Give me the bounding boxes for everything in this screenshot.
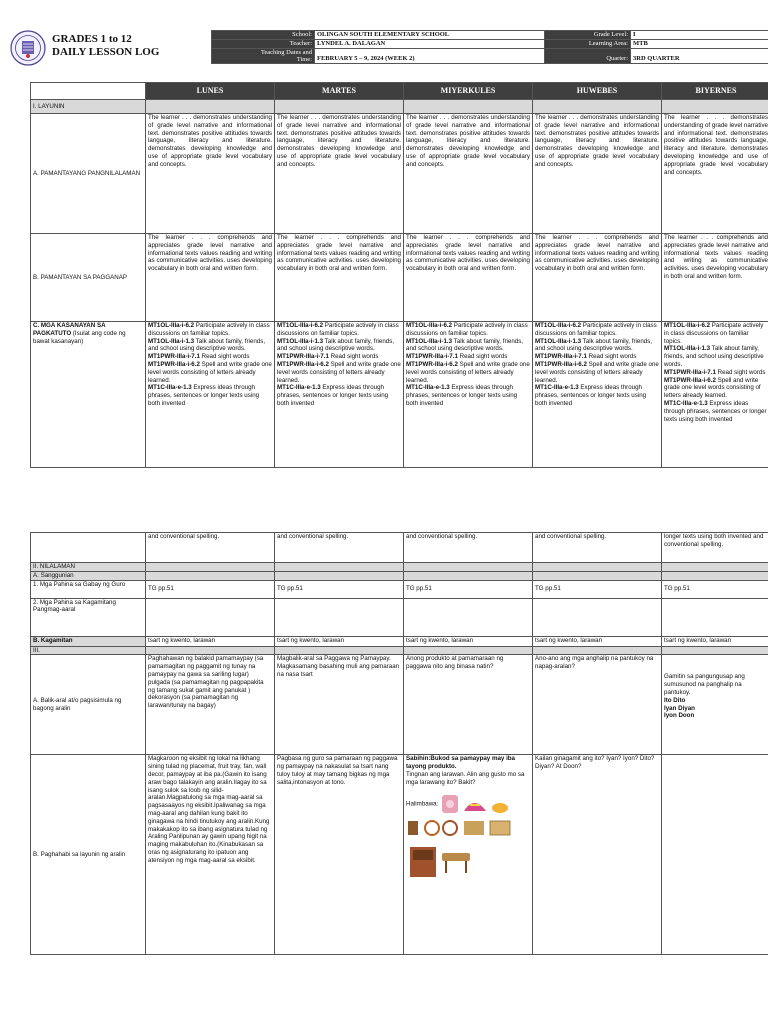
nilalaman-row (31, 563, 768, 572)
balik-mon: Paghahawan ng balakid pamamaypay (sa pamamagitan ng paggamit ng tunay na pamaypay na gawa sa sariling lugar) pulgada (sa pamamagitan ng pagpapakita ng tamang sukat gamit ang panukat ) dekorasyon (sa pamamagitan ng larawan/tunay na bagay) (146, 655, 275, 755)
c-cont-mon: and conventional spelling. (146, 533, 275, 563)
competency-code: MT1OL-IIIa-i-6.2 (535, 322, 582, 329)
balik-wed: Anong produkto at pamamaraan ng paggawa nito ang binasa natin? (404, 655, 533, 755)
competency-code: MT1OL-IIIa-i-1.3 (406, 337, 453, 345)
b-text-mon: The learner . . . comprehends and appreciates grade level narrative and informational texts values reading and writing as communicative activities. uses developing vocabulary in both oral and written form. (146, 234, 275, 322)
competency-item (406, 322, 530, 338)
b-text-thu: The learner . . . comprehends and appreciates grade level narrative and informational texts values reading and writing as communicative activities. uses developing vocabulary in both oral and written form. (533, 234, 662, 322)
a-text-tue: The learner . . . demonstrates understanding of grade level narrative and informational text. demonstrates positive attitudes towards language, literacy and literature. demonstrates developing knowledge and use of appropriate grade level vocabulary and concepts. (275, 114, 404, 234)
grade-value: I (631, 31, 768, 40)
tg-fri: TG pp.51 (662, 580, 768, 598)
kagamitan-thu: tsart ng kwento, larawan (533, 636, 662, 646)
gabay-label: 1. Mga Pahina sa Gabay ng Guro (31, 580, 146, 598)
paghahabi-label: B. Paghahabi sa layunin ng aralin (31, 755, 146, 955)
a-text-mon: The learner . . . demonstrates understanding of grade level narrative and informational text. demonstrates positive attitudes towards language, literacy and literature. demonstrates developing knowledge and use of appropriate grade level vocabulary and concepts. (146, 114, 275, 234)
competency-code: MT1OL-IIIa-i-1.3 (535, 337, 582, 345)
competency-code: MT1OL-IIIa-i-1.3 (277, 337, 324, 345)
balik-label: A. Balik-aral at/o pagsisimula ng bagong aralin (31, 655, 146, 755)
competency-code: MT1PWR-IIIa-i-7.1 (406, 353, 458, 361)
paghahabi-thu: Kailan ginagamit ang ito? Iyan? Iyon? Dito? Diyan? At Doon? (533, 755, 662, 955)
competency-code: MT1OL-IIIa-i-1.3 (148, 337, 195, 345)
dates-label (212, 49, 315, 64)
competency-item (664, 345, 768, 368)
continuation-row (31, 533, 768, 563)
deped-seal-logo (10, 30, 46, 66)
competency-text: Read sight words (457, 353, 508, 361)
document-title (52, 33, 159, 59)
school-label: School: (212, 31, 315, 40)
competency-code: MT1PWR-IIIa-i-6.2 (277, 360, 329, 368)
competency-text: Express ideas through phrases, sentences or longer texts using both invented (664, 399, 767, 423)
a-text-fri: The learner . . . demonstrates understanding of grade level narrative and informational text. demonstrates positive attitudes towards language, literacy and literature. demonstrates developing knowledge and use of appropriate grade level vocabulary and concepts. (662, 114, 768, 234)
competency-item (148, 338, 272, 354)
layunin-label: I. LAYUNIN (31, 100, 146, 114)
area-value: MTB (631, 40, 768, 49)
kasanayan-label (31, 322, 146, 468)
kasanayan-row (31, 322, 768, 468)
kagamitang-label: 2. Mga Pahina sa Kagamitang Pangmag-aaral (31, 598, 146, 636)
kasanayan-label-bold: C. MGA KASANAYAN SA PAGKATUTO (33, 322, 106, 337)
competency-text: Spell and write grade one level words consisting of letters already learned. (148, 360, 272, 384)
competency-code: MT1PWR-IIIa-i-6.2 (535, 360, 587, 368)
c-cont-fri: longer texts using both invented and conventional spelling. (662, 533, 768, 563)
competency-item (535, 361, 659, 384)
competency-item (664, 322, 768, 345)
competency-code: MT1PWR-IIIa-i-7.1 (277, 353, 329, 361)
paghahabi-wed (404, 755, 533, 955)
competencies-thu (533, 322, 662, 468)
pamantayang-row (31, 114, 768, 234)
competencies-wed (404, 322, 533, 468)
competency-code: MT1OL-IIIa-i-6.2 (406, 322, 453, 329)
quarter-value: 3RD QUARTER (631, 49, 768, 64)
title-line-2: DAILY LESSON LOG (52, 46, 160, 58)
competency-item (664, 377, 768, 400)
competency-item (148, 353, 272, 361)
competency-code: MT1PWR-IIIa-i-7.1 (664, 368, 716, 376)
competency-item (148, 361, 272, 384)
sanggunian-row (31, 571, 768, 580)
day-friday: BIYERNES (662, 83, 768, 100)
competency-item (277, 353, 401, 361)
competency-text: Read sight words (586, 353, 637, 361)
balik-row (31, 655, 768, 755)
day-tuesday: MARTES (275, 83, 404, 100)
competency-code: MT1PWR-IIIa-i-7.1 (148, 353, 200, 361)
competency-text: Express ideas through phrases, sentences or longer texts using both invented (277, 384, 389, 407)
competency-item (277, 338, 401, 354)
balik-fri-item-3: Iyon Doon (664, 712, 695, 720)
competency-item (406, 361, 530, 384)
kagamitang-row (31, 598, 768, 636)
dates-value: FEBRUARY 5 – 9, 2024 (WEEK 2) (315, 49, 545, 64)
day-wednesday: MIYERKULES (404, 83, 533, 100)
halimbawa-row (406, 793, 530, 815)
competency-item (406, 353, 530, 361)
day-monday: LUNES (146, 83, 275, 100)
tg-tue: TG pp.51 (275, 580, 404, 598)
paghahabi-mon: Magkaroon ng eksibit ng lokal na likhang sining tulad ng placemat, fruit tray, fan, wall decor, pamaypay at iba pa.(Gawin ito isang araw bago talakayin ang aralin.Ilagay ito sa isang sulok sa loob ng silid-aralan.Magpatulong sa mga mag-aaral sa pagsasaayos ng eksibit.Ipaliwanag sa mga mag-aaral ang dahilan kung bakit ito ginagawa na hindi tinutukoy ang aralin.Kung makakakop ito sa ibang asignatura tulad ng Araling Panlipunan ay gawin upang higit na maging makabuluhan ito.(Kinabukasan sa oras ng asignaturang ito ipatuon ang atensiyon ng mga mag-aaral sa eksibit. (146, 755, 275, 955)
nilalaman-label: II. NILALAMAN (31, 563, 146, 572)
competency-item (535, 353, 659, 361)
competency-item (277, 384, 401, 407)
competency-text: Express ideas through phrases, sentences or longer texts using both invented (535, 384, 647, 407)
competency-text: Read sight words (715, 368, 766, 376)
competency-text: Talk about family, friends, and school using descriptive words. (148, 337, 266, 353)
competency-text: Participate actively in class discussions on familiar topics. (148, 322, 270, 337)
competency-item (664, 369, 768, 377)
tg-mon: TG pp.51 (146, 580, 275, 598)
competency-code: MT1OL-IIIa-i-1.3 (664, 345, 711, 353)
a-text-wed: The learner . . . demonstrates understanding of grade level narrative and informational text. demonstrates positive attitudes towards language, literacy and literature. demonstrates developing knowledge and use of appropriate grade level vocabulary and concepts. (404, 114, 533, 234)
iii-row (31, 646, 768, 655)
competency-text: Talk about family, friends, and school using descriptive words. (535, 337, 653, 353)
competency-text: Talk about family, friends, and school using descriptive words. (664, 345, 764, 368)
competency-text: Spell and write grade one level words consisting of letters already learned. (277, 360, 401, 384)
area-label: Learning Area: (545, 40, 631, 49)
lesson-table-page-1 (30, 82, 768, 468)
competency-item (535, 338, 659, 354)
product-images-row2 (406, 817, 524, 881)
kagamitan-wed: tsart ng kwento, larawan (404, 636, 533, 646)
corner-cell (31, 83, 146, 100)
competency-text: Participate actively in class discussions on familiar topics. (277, 322, 399, 337)
sanggunian-label: A. Sanggunian (31, 571, 146, 580)
competency-item (406, 338, 530, 354)
c-cont-wed: and conventional spelling. (404, 533, 533, 563)
balik-fri-intro: Gamitin sa pangungusap ang sumusunod na panghalip na pantukoy. (664, 673, 745, 696)
competency-code: MT1C-IIIa-e-1.3 (148, 384, 192, 392)
c-cont-thu: and conventional spelling. (533, 533, 662, 563)
competency-item (406, 384, 530, 407)
competency-item (148, 322, 272, 338)
competency-code: MT1C-IIIa-e-1.3 (664, 399, 708, 407)
competency-code: MT1OL-IIIa-i-6.2 (277, 322, 324, 329)
teacher-value: LYNDEL A. DALAGAN (315, 40, 545, 49)
paghahabi-wed-text: Tingnan ang larawan. Alin ang gusto mo sa mga larawang ito? Bakit? (406, 770, 525, 786)
b-text-fri: The learner . . . comprehends and appreciates grade level narrative and informational texts values reading and writing as communicative activities. uses developing vocabulary in both oral and written form. (662, 234, 768, 322)
competency-code: MT1PWR-IIIa-i-6.2 (406, 360, 458, 368)
a-text-thu: The learner . . . demonstrates understanding of grade level narrative and informational text. demonstrates positive attitudes towards language, literacy and literature. demonstrates developing knowledge and use of appropriate grade level vocabulary and concepts. (533, 114, 662, 234)
competency-text: Express ideas through phrases, sentences or longer texts using both invented (148, 384, 260, 407)
day-thursday: HUWEBES (533, 83, 662, 100)
tg-thu: TG pp.51 (533, 580, 662, 598)
kagamitan-fri: tsart ng kwento, larawan (662, 636, 768, 646)
quarter-label: Quarter: (545, 49, 631, 64)
c-cont-tue: and conventional spelling. (275, 533, 404, 563)
competency-item (664, 400, 768, 423)
competencies-tue (275, 322, 404, 468)
competency-code: MT1OL-IIIa-i-6.2 (148, 322, 195, 329)
lesson-table-page-2 (30, 532, 768, 955)
paghahabi-row (31, 755, 768, 955)
pamantayan-row (31, 234, 768, 322)
balik-fri (662, 655, 768, 755)
competency-item (535, 322, 659, 338)
competency-text: Spell and write grade one level words consisting of letters already learned. (664, 376, 761, 400)
b-text-wed: The learner . . . comprehends and appreciates grade level narrative and informational texts values reading and writing as communicative activities. uses developing vocabulary in both oral and written form. (404, 234, 533, 322)
balik-fri-item-1: Ito Dito (664, 696, 686, 704)
competency-code: MT1OL-IIIa-i-6.2 (664, 322, 711, 329)
competency-item (148, 384, 272, 407)
competency-code: MT1C-IIIa-e-1.3 (406, 384, 450, 392)
paghahabi-tue: Pagbasa ng guro sa pamaraan ng paggawa ng pamaypay na nakasulat sa tsart nang tuloy tuloy at may tamang bigkas ng mga salita,intonasyon at tono. (275, 755, 404, 955)
teacher-label: Teacher: (212, 40, 315, 49)
competency-code: MT1PWR-IIIa-i-7.1 (535, 353, 587, 361)
product-images-row1 (440, 793, 510, 815)
competency-item (277, 361, 401, 384)
competency-code: MT1PWR-IIIa-i-6.2 (148, 360, 200, 368)
dates-label-line-1: Teaching Dates and (260, 49, 312, 56)
layunin-row (31, 100, 768, 114)
kagamitan-mon: tsart ng kwento, larawan (146, 636, 275, 646)
competency-code: MT1PWR-IIIa-i-6.2 (664, 376, 716, 384)
kagamitan-label: B. Kagamitan (31, 636, 146, 646)
competency-code: MT1C-IIIa-e-1.3 (535, 384, 579, 392)
title-line-1: GRADES 1 to 12 (52, 33, 132, 45)
school-value: OLINGAN SOUTH ELEMENTARY SCHOOL (315, 31, 545, 40)
competency-text: Talk about family, friends, and school using descriptive words. (406, 337, 524, 353)
tg-wed: TG pp.51 (404, 580, 533, 598)
grade-label: Grade Level: (545, 31, 631, 40)
competency-text: Participate actively in class discussions on familiar topics. (406, 322, 528, 337)
competency-text: Read sight words (199, 353, 250, 361)
competency-item (277, 322, 401, 338)
b-text-tue: The learner . . . comprehends and appreciates grade level narrative and informational texts values reading and writing as communicative activities. uses developing vocabulary in both oral and written form. (275, 234, 404, 322)
competency-item (535, 384, 659, 407)
kagamitan-row (31, 636, 768, 646)
competency-text: Read sight words (328, 353, 379, 361)
halimbawa-label: Halimbawa: (406, 800, 439, 808)
day-header-row (31, 83, 768, 100)
balik-tue: Magbalik-aral sa Paggawa ng Pamaypay. Magkasamang basahing muli ang pamaraan na nasa tsart (275, 655, 404, 755)
gabay-row (31, 580, 768, 598)
competency-code: MT1C-IIIa-e-1.3 (277, 384, 321, 392)
paghahabi-wed-bold: Sabihin:Bukod sa pamaypay may iba tayong produkto. (406, 755, 516, 771)
kasanayan-label-rest: (Isulat ang code ng bawat kasanayan) (33, 329, 126, 345)
competency-text: Express ideas through phrases, sentences or longer texts using both invented (406, 384, 518, 407)
competency-text: Participate actively in class discussions on familiar topics. (535, 322, 657, 337)
balik-fri-item-2: Iyan Diyan (664, 704, 695, 712)
competency-text: Talk about family, friends, and school using descriptive words. (277, 337, 395, 353)
dates-label-line-2: Time: (296, 56, 312, 63)
pamantayang-label: A. PAMANTAYANG PANGNILALAMAN (31, 114, 146, 234)
competency-text: Spell and write grade one level words consisting of letters already learned. (535, 360, 659, 384)
pamantayan-label: B. PAMANTAYAN SA PAGGANAP (31, 234, 146, 322)
balik-thu: Ano-ano ang mga anghalip na pantukoy na napag-aralan? (533, 655, 662, 755)
competencies-fri (662, 322, 768, 468)
kagamitan-tue: tsart ng kwento, larawan (275, 636, 404, 646)
competency-text: Spell and write grade one level words consisting of letters already learned. (406, 360, 530, 384)
competency-text: Participate actively in class discussions on familiar topics. (664, 322, 764, 345)
competencies-mon (146, 322, 275, 468)
iii-label: III. (31, 646, 146, 655)
header-info-table (211, 30, 768, 64)
